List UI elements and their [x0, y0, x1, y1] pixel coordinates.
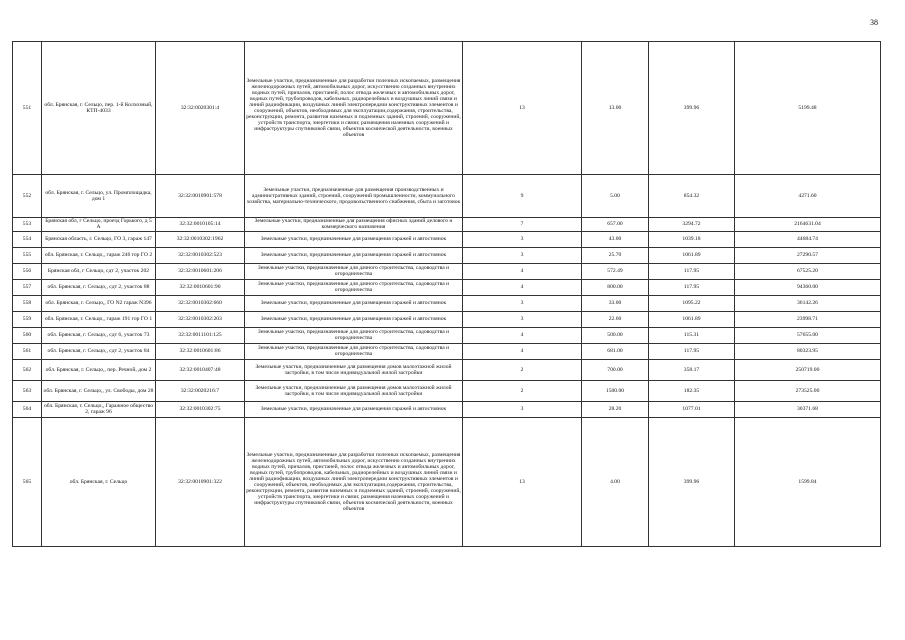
address-cell: обл. Брянская, г. Сельцо,, сдт 2, участок 88 [42, 279, 156, 295]
specific-value-cell: 115.31 [649, 327, 735, 343]
cadastral-number-cell: 32:32:0010901:578 [156, 175, 245, 218]
cadastral-value-cell: 273525.00 [735, 380, 881, 401]
cadastral-value-cell: 94360.00 [735, 279, 881, 295]
group-code-cell: 4 [463, 263, 582, 279]
cadastral-value-cell: 250719.00 [735, 359, 881, 380]
specific-value-cell: 1061.89 [649, 311, 735, 327]
area-cell: 657.00 [582, 218, 649, 232]
area-cell: 5.00 [582, 175, 649, 218]
address-cell: обл. Брянская, г. Сельцо [42, 417, 156, 546]
cadastral-value-cell: 5199.48 [735, 42, 881, 175]
address-cell: обл. Брянская, г. Сельцо,, пер. Речной, дом 2 [42, 359, 156, 380]
address-cell: обл. Брянская, г. Сельцо,, сдт 2, участок 84 [42, 343, 156, 359]
row-number: 561 [13, 343, 42, 359]
area-cell: 500.00 [582, 327, 649, 343]
row-number: 563 [13, 380, 42, 401]
cadastral-number-cell: 32:32:0010302:660 [156, 295, 245, 311]
group-code-cell: 4 [463, 327, 582, 343]
group-code-cell: 4 [463, 343, 582, 359]
specific-value-cell: 358.17 [649, 359, 735, 380]
group-code-cell: 2 [463, 380, 582, 401]
cadastral-number-cell: 32:32:0010302:75 [156, 401, 245, 417]
cadastral-value-cell: 36142.26 [735, 295, 881, 311]
cadastral-number-cell: 32:32:0010901:322 [156, 417, 245, 546]
row-number: 552 [13, 175, 42, 218]
cadastral-number-cell: 32:32:0011101:125 [156, 327, 245, 343]
table-row [13, 175, 881, 218]
cadastral-number-cell: 32:32:0010302:523 [156, 247, 245, 263]
address-cell: Брянская обл, г Сельцо, сдт 2, участок 202 [42, 263, 156, 279]
land-use-cell: Земельные участки, предназначенные для размещения гаражей и автостоянок [245, 295, 463, 311]
cadastral-number-cell: 32:32:0010302:203 [156, 311, 245, 327]
group-code-cell: 3 [463, 231, 582, 247]
land-use-cell: Земельные участки, предназначенные для дачного строительства, садоводства и огородничества [245, 279, 463, 295]
land-use-cell: Земельные участки, предназначенные для дачного строительства, садоводства и огородничества [245, 327, 463, 343]
specific-value-cell: 399.96 [649, 417, 735, 546]
land-use-cell: Земельные участки, предназначенные для размещения домов малоэтажной жилой застройки, в том числе индивидуальной жилой застройки [245, 380, 463, 401]
table-row [13, 311, 881, 327]
group-code-cell: 3 [463, 247, 582, 263]
cadastral-value-cell: 4271.60 [735, 175, 881, 218]
address-cell: обл. Брянская, г. Сельцо,, гараж 246 гор ГО 2 [42, 247, 156, 263]
address-cell: обл. Брянская, г. Сельцо,, гараж 191 гор ГО 1 [42, 311, 156, 327]
row-number: 554 [13, 231, 42, 247]
land-use-cell: Земельные участки, предназначенные для размещения домов малоэтажной жилой застройки, в том числе индивидуальной жилой застройки [245, 359, 463, 380]
cadastral-value-cell: 2164631.04 [735, 218, 881, 232]
specific-value-cell: 117.95 [649, 279, 735, 295]
table-row [13, 380, 881, 401]
row-number: 557 [13, 279, 42, 295]
area-cell: 800.00 [582, 279, 649, 295]
group-code-cell: 7 [463, 218, 582, 232]
address-cell: Брянская область, г. Сельцо, ГО 3, гараж 147 [42, 231, 156, 247]
area-cell: 4.00 [582, 417, 649, 546]
cadastral-value-cell: 23998.71 [735, 311, 881, 327]
row-number: 558 [13, 295, 42, 311]
land-use-cell: Земельные участки, предназначенные для размещения производственных и административных зданий, строений, сооружений промышленности, коммунального хозяйства, материально-технического, продовольственного снабжения, сбыта и заготовок [245, 175, 463, 218]
land-use-cell: Земельные участки, предназначенные для размещения гаражей и автостоянок [245, 401, 463, 417]
specific-value-cell: 854.32 [649, 175, 735, 218]
cadastral-number-cell: 32:32:0010601:206 [156, 263, 245, 279]
row-number: 564 [13, 401, 42, 417]
cadastral-number-cell: 32:32:0020301:4 [156, 42, 245, 175]
table-row [13, 327, 881, 343]
specific-value-cell: 1095.22 [649, 295, 735, 311]
cadastral-number-cell: 32:32:0010601:86 [156, 343, 245, 359]
table-row [13, 279, 881, 295]
group-code-cell: 2 [463, 359, 582, 380]
area-cell: 681.00 [582, 343, 649, 359]
row-number: 562 [13, 359, 42, 380]
land-use-cell: Земельные участки, предназначенные для разработки полезных ископаемых, размещения железнодорожных путей, автомобильных дорог, искусственно созданных внутренних водных путей, причалов, пристаней, полос отвода железных и автомобильных дорог, водных путей, трубопроводов, кабельных, радиорелейных и воздушных линий связи и линий радиофикации, воздушных линий электропередачи конструктивных элементов и сооружений, объектов, необходимых для эксплуатации,содержания, строительства, реконструкции, ремонта, развития наземных и подземных зданий, строений, сооружений, устройств транспорта, энергетики и связи; размещения наземных сооружений и инфраструктуры спутниковой связи, объектов космической деятельности, военных объектов [245, 42, 463, 175]
table-row [13, 247, 881, 263]
specific-value-cell: 117.95 [649, 263, 735, 279]
table-row [13, 218, 881, 232]
table-row [13, 263, 881, 279]
group-code-cell: 13 [463, 42, 582, 175]
cadastral-value-cell: 67525.20 [735, 263, 881, 279]
group-code-cell: 13 [463, 417, 582, 546]
table-row [13, 231, 881, 247]
address-cell: обл. Брянская, г. Сельцо,, Гаражное общество 2, гараж 96 [42, 401, 156, 417]
specific-value-cell: 1061.89 [649, 247, 735, 263]
cadastral-number-cell: 32:32:0020216:7 [156, 380, 245, 401]
specific-value-cell: 117.95 [649, 343, 735, 359]
area-cell: 13.00 [582, 42, 649, 175]
table-row [13, 343, 881, 359]
area-cell: 43.00 [582, 231, 649, 247]
address-cell: обл. Брянская, г. Сельцо,, сдт 6, участок 73 [42, 327, 156, 343]
cadastral-value-cell: 30371.68 [735, 401, 881, 417]
area-cell: 700.00 [582, 359, 649, 380]
specific-value-cell: 1039.18 [649, 231, 735, 247]
land-use-cell: Земельные участки, предназначенные для размещения офисных зданий делового и коммерческого назначения [245, 218, 463, 232]
address-cell: обл. Брянская, г. Сельцо, пер. 1-й Колхозный, КТП-4033 [42, 42, 156, 175]
row-number: 560 [13, 327, 42, 343]
land-use-cell: Земельные участки, предназначенные для дачного строительства, садоводства и огородничества [245, 343, 463, 359]
specific-value-cell: 182.35 [649, 380, 735, 401]
cadastral-number-cell: 32:32:0010302:1962 [156, 231, 245, 247]
specific-value-cell: 399.96 [649, 42, 735, 175]
row-number: 551 [13, 42, 42, 175]
area-cell: 25.70 [582, 247, 649, 263]
land-use-cell: Земельные участки, предназначенные для размещения гаражей и автостоянок [245, 247, 463, 263]
group-code-cell: 9 [463, 175, 582, 218]
area-cell: 1500.00 [582, 380, 649, 401]
table-row [13, 42, 881, 175]
row-number: 555 [13, 247, 42, 263]
table-row [13, 401, 881, 417]
land-use-cell: Земельные участки, предназначенные для размещения гаражей и автостоянок [245, 231, 463, 247]
land-use-cell: Земельные участки, предназначенные для разработки полезных ископаемых, размещения железнодорожных путей, автомобильных дорог, искусственно созданных внутренних водных путей, причалов, пристаней, полос отвода железных и автомобильных дорог, водных путей, трубопроводов, кабельных, радиорелейных и воздушных линий связи и линий радиофикации, воздушных линий электропередачи конструктивных элементов и сооружений, объектов, необходимых для эксплуатации,содержания, строительства, реконструкции, ремонта, развития наземных и подземных зданий, строений, сооружений, устройств транспорта, энергетики и связи; размещения наземных сооружений и инфраструктуры спутниковой связи, объектов космической деятельности, военных объектов [245, 417, 463, 546]
page-number: 38 [870, 18, 878, 27]
address-cell: обл. Брянская, г. Сельцо, ул. Промплощадка, дом 1 [42, 175, 156, 218]
cadastral-value-cell: 44684.74 [735, 231, 881, 247]
table-body [13, 42, 881, 547]
cadastral-value-cell: 1599.84 [735, 417, 881, 546]
table-row [13, 417, 881, 546]
row-number: 565 [13, 417, 42, 546]
row-number: 553 [13, 218, 42, 232]
group-code-cell: 3 [463, 401, 582, 417]
row-number: 556 [13, 263, 42, 279]
area-cell: 572.49 [582, 263, 649, 279]
specific-value-cell: 3294.72 [649, 218, 735, 232]
cadastral-value-cell: 80323.95 [735, 343, 881, 359]
cadastral-number-cell: 32:32:0010105:14 [156, 218, 245, 232]
area-cell: 22.60 [582, 311, 649, 327]
table-row [13, 295, 881, 311]
address-cell: Брянская обл, г Сельцо, проезд Горького, д 5 А [42, 218, 156, 232]
group-code-cell: 3 [463, 311, 582, 327]
cadastral-value-cell: 27290.57 [735, 247, 881, 263]
area-cell: 28.20 [582, 401, 649, 417]
land-plots-table [12, 41, 881, 547]
group-code-cell: 3 [463, 295, 582, 311]
specific-value-cell: 1077.01 [649, 401, 735, 417]
row-number: 559 [13, 311, 42, 327]
cadastral-number-cell: 32:32:0010601:90 [156, 279, 245, 295]
cadastral-number-cell: 32:32:0010407:48 [156, 359, 245, 380]
land-use-cell: Земельные участки, предназначенные для дачного строительства, садоводства и огородничества [245, 263, 463, 279]
address-cell: обл. Брянская, г. Сельцо,, ГО N2 гараж N396 [42, 295, 156, 311]
group-code-cell: 4 [463, 279, 582, 295]
cadastral-value-cell: 57655.00 [735, 327, 881, 343]
table-row [13, 359, 881, 380]
land-use-cell: Земельные участки, предназначенные для размещения гаражей и автостоянок [245, 311, 463, 327]
area-cell: 33.00 [582, 295, 649, 311]
address-cell: обл. Брянская, г. Сельцо,, ул. Свободы, дом 28 [42, 380, 156, 401]
